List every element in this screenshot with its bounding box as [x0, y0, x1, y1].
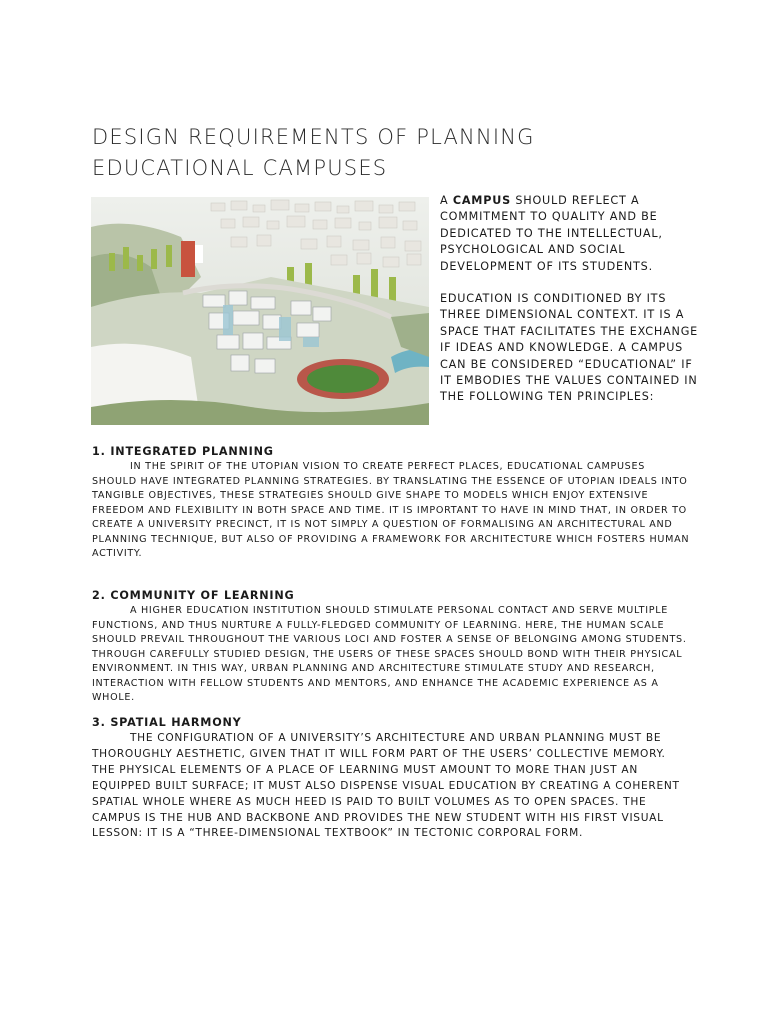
- intro-paragraph-1: A CAMPUS SHOULD REFLECT A COMMITMENT TO QUALITY AND BE DEDICATED TO THE INTELLECTUAL, PSYCHOLOGICAL AND SOCIAL DEVELOPMENT OF ITS STUDENTS.: [440, 194, 663, 273]
- campus-keyword: CAMPUS: [452, 194, 511, 207]
- page-title: DESIGN REQUIREMENTS OF PLANNING EDUCATIONAL CAMPUSES: [92, 125, 535, 180]
- campus-aerial-image: [91, 197, 429, 425]
- section-integrated-planning: [92, 445, 692, 562]
- section-community-of-learning: [92, 589, 692, 706]
- section-body: A HIGHER EDUCATION INSTITUTION SHOULD STIMULATE PERSONAL CONTACT AND SERVE MULTIPLE FUNCTIONS, AND THUS NURTURE A FULLY-FLEDGED COMMUNITY OF LEARNING. HERE, THE HUMAN SCALE SHOULD PREVAIL THROUGHOUT THE VARIOUS LOCI AND FOSTER A SENSE OF BELONGING AMONG STUDENTS. THROUGH CAREFULLY STUDIED DESIGN, THE USERS OF THESE SPACES SHOULD BOND WITH THEIR PHYSICAL ENVIRONMENT. IN THIS WAY, URBAN PLANNING AND ARCHITECTURE STIMULATE STUDY AND RESEARCH, INTERACTION WITH FELLOW STUDENTS AND MENTORS, AND ENHANCE THE ACADEMIC EXPERIENCE AS A WHOLE.: [92, 605, 687, 703]
- intro-paragraph-2: EDUCATION IS CONDITIONED BY ITS THREE DIMENSIONAL CONTEXT. IT IS A SPACE THAT FACILITATES THE EXCHANGE IF IDEAS AND KNOWLEDGE. A CAMPUS CAN BE CONSIDERED “EDUCATIONAL” IF IT EMBODIES THE VALUES CONTAINED IN THE FOLLOWING TEN PRINCIPLES:: [440, 292, 699, 404]
- section-spatial-harmony: [92, 716, 692, 842]
- section-body: THE CONFIGURATION OF A UNIVERSITY’S ARCHITECTURE AND URBAN PLANNING MUST BE THOROUGHLY AESTHETIC, GIVEN THAT IT WILL FORM PART OF THE USERS’ COLLECTIVE MEMORY. THE PHYSICAL ELEMENTS OF A PLACE OF LEARNING MUST AMOUNT TO MORE THAN JUST AN EQUIPPED BUILT SURFACE; IT MUST ALSO DISPENSE VISUAL EDUCATION BY CREATING A COHERENT SPATIAL WHOLE WHERE AS MUCH HEED IS PAID TO BUILT VOLUMES AS TO OPEN SPACES. THE CAMPUS IS THE HUB AND BACKBONE AND PROVIDES THE NEW STUDENT WITH HIS FIRST VISUAL LESSON: IT IS A “THREE-DIMENSIONAL TEXTBOOK” IN TECTONIC CORPORAL FORM.: [92, 732, 680, 840]
- section-heading: 3. SPATIAL HARMONY: [92, 716, 242, 729]
- section-heading: 1. INTEGRATED PLANNING: [92, 445, 274, 458]
- intro-text: [440, 193, 700, 422]
- section-heading: 2. COMMUNITY OF LEARNING: [92, 589, 295, 602]
- section-body: IN THE SPIRIT OF THE UTOPIAN VISION TO CREATE PERFECT PLACES, EDUCATIONAL CAMPUSES SHOULD HAVE INTEGRATED PLANNING STRATEGIES. BY TRANSLATING THE ESSENCE OF UTOPIAN IDEALS INTO TANGIBLE OBJECTIVES, THESE STRATEGIES SHOULD GIVE SHAPE TO MODELS WHICH ENJOY EXTENSIVE FREEDOM AND FLEXIBILITY IN BOTH SPACE AND TIME. IT IS IMPORTANT TO HAVE IN MIND THAT, IN ORDER TO CREATE A UNIVERSITY PRECINCT, IT IS NOT SIMPLY A QUESTION OF FORMALISING AN ARCHITECTURAL AND PLANNING TECHNIQUE, BUT ALSO OF PROVIDING A FRAMEWORK FOR ARCHITECTURE WHICH FOSTERS HUMAN ACTIVITY.: [92, 461, 690, 559]
